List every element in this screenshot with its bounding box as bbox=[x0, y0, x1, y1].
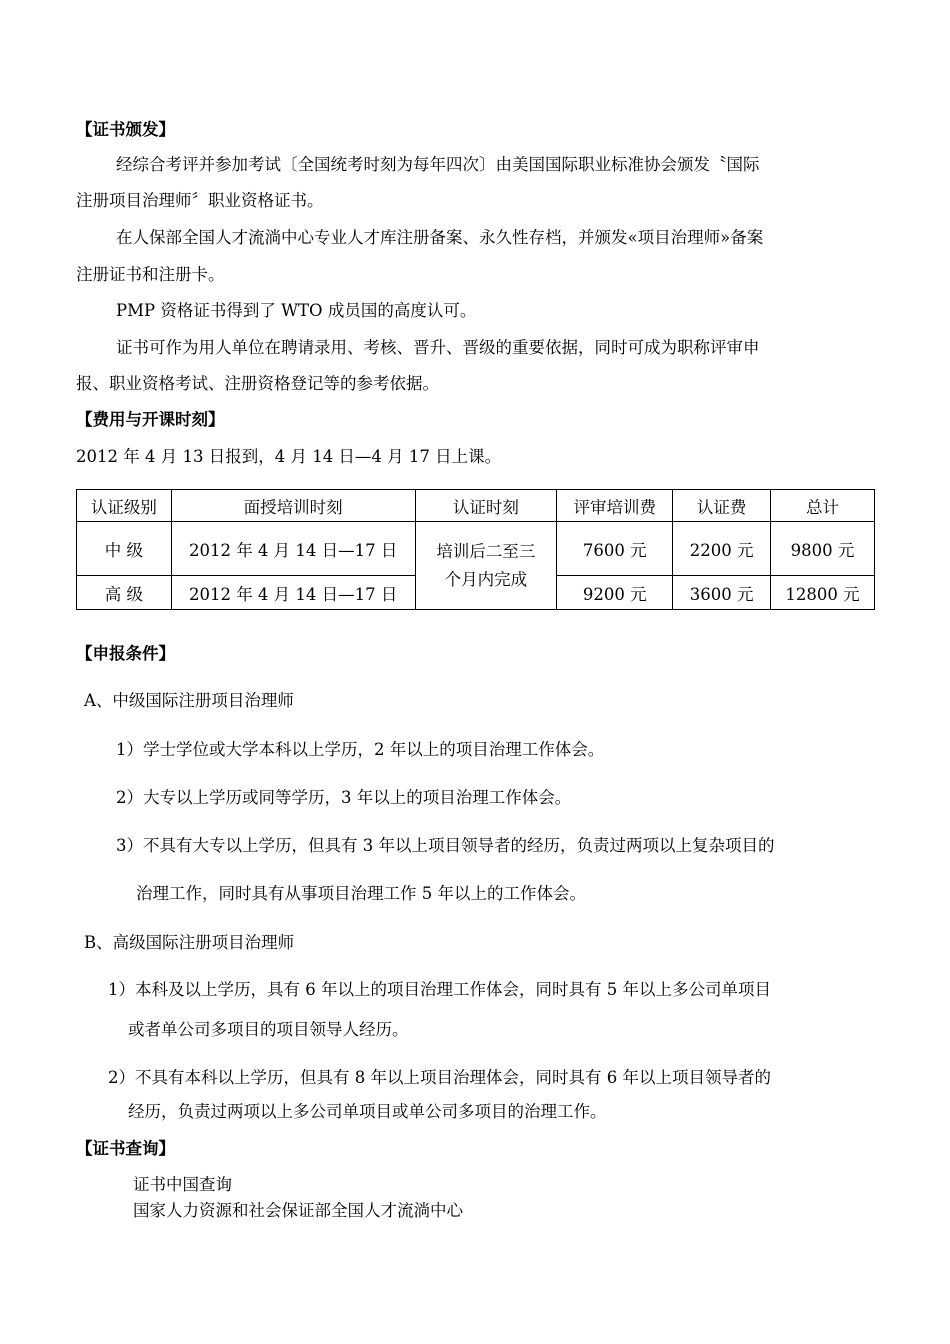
certification-fee-cell: 3600 元 bbox=[673, 576, 771, 610]
requirement-b-item-2-line-2: 经历，负责过两项以上多公司单项目或单公司多项目的治理工作。 bbox=[128, 1102, 607, 1121]
table-header-cell: 总计 bbox=[771, 490, 875, 522]
requirement-b-item-1-line-1: 1）本科及以上学历，具有 6 年以上的项目治理工作体会，同时具有 5 年以上多公司单项目 bbox=[108, 980, 771, 999]
fee-table-header-row bbox=[77, 490, 875, 522]
requirement-a-item-3-line-2: 治理工作，同时具有从事项目治理工作 5 年以上的工作体会。 bbox=[136, 884, 586, 903]
table-header-cell: 认证时刻 bbox=[415, 490, 557, 522]
table-header-cell: 评审培训费 bbox=[557, 490, 673, 522]
schedule-text: 2012 年 4 月 13 日报到，4 月 14 日—4 月 17 日上课。 bbox=[76, 447, 502, 466]
level-cell: 高 级 bbox=[77, 576, 172, 610]
total-cell: 9800 元 bbox=[771, 522, 875, 576]
issue-paragraph-2-line-1: 在人保部全国人才流淌中心专业人才库注册备案、永久性存档，并颁发«项目治理师»备案 bbox=[116, 228, 764, 247]
training-dates-cell: 2012 年 4 月 14 日—17 日 bbox=[171, 522, 415, 576]
issue-paragraph-1-line-2: 注册项目治理师〞职业资格证书。 bbox=[76, 191, 324, 210]
issue-paragraph-4-line-2: 报、职业资格考试、注册资格登记等的参考依据。 bbox=[76, 374, 439, 393]
issue-paragraph-2-line-2: 注册证书和注册卡。 bbox=[76, 265, 225, 284]
issue-paragraph-3: PMP 资格证书得到了 WTO 成员国的高度认可。 bbox=[116, 301, 477, 320]
total-cell: 12800 元 bbox=[771, 576, 875, 610]
requirement-a-item-2: 2）大专以上学历或同等学历，3 年以上的项目治理工作体会。 bbox=[116, 788, 572, 807]
section-heading-query: 【证书查询】 bbox=[76, 1139, 175, 1158]
issue-paragraph-4-line-1: 证书可作为用人单位在聘请录用、考核、晋升、晋级的重要依据，同时可成为职称评审申 bbox=[116, 338, 760, 357]
section-heading-fees: 【费用与开课时刻】 bbox=[76, 410, 225, 429]
requirement-a-item-3-line-1: 3）不具有大专以上学历，但具有 3 年以上项目领导者的经历，负责过两项以上复杂项目的 bbox=[116, 836, 775, 855]
requirement-a-title: A、中级国际注册项目治理师 bbox=[84, 691, 294, 710]
requirement-b-title: B、高级国际注册项目治理师 bbox=[84, 933, 295, 952]
table-header-cell: 认证级别 bbox=[77, 490, 172, 522]
certification-time-line-2: 个月内完成 bbox=[444, 569, 528, 589]
fee-table bbox=[76, 489, 875, 610]
table-header-cell: 面授培训时刻 bbox=[171, 490, 415, 522]
section-heading-requirements: 【申报条件】 bbox=[76, 644, 175, 663]
level-cell: 中 级 bbox=[77, 522, 172, 576]
certification-fee-cell: 2200 元 bbox=[673, 522, 771, 576]
table-header-cell: 认证费 bbox=[673, 490, 771, 522]
requirement-b-item-2-line-1: 2）不具有本科以上学历，但具有 8 年以上项目治理体会，同时具有 6 年以上项目领导者的 bbox=[108, 1068, 771, 1087]
review-fee-cell: 9200 元 bbox=[557, 576, 673, 610]
certification-time-line-1: 培训后二至三 bbox=[436, 541, 536, 561]
review-fee-cell: 7600 元 bbox=[557, 522, 673, 576]
query-line-1: 证书中国查询 bbox=[133, 1175, 232, 1194]
section-heading-certificate-issue: 【证书颁发】 bbox=[76, 120, 175, 139]
issue-paragraph-1-line-1: 经综合考评并参加考试〔全国统考时刻为每年四次〕由美国国际职业标准协会颁发〝国际 bbox=[116, 155, 760, 174]
certification-time-cell bbox=[415, 522, 557, 610]
requirement-a-item-1: 1）学士学位或大学本科以上学历，2 年以上的项目治理工作体会。 bbox=[116, 740, 605, 759]
table-row bbox=[77, 522, 875, 576]
requirement-b-item-1-line-2: 或者单公司多项目的项目领导人经历。 bbox=[128, 1020, 409, 1039]
query-line-2: 国家人力资源和社会保证部全国人才流淌中心 bbox=[133, 1201, 463, 1220]
training-dates-cell: 2012 年 4 月 14 日—17 日 bbox=[171, 576, 415, 610]
